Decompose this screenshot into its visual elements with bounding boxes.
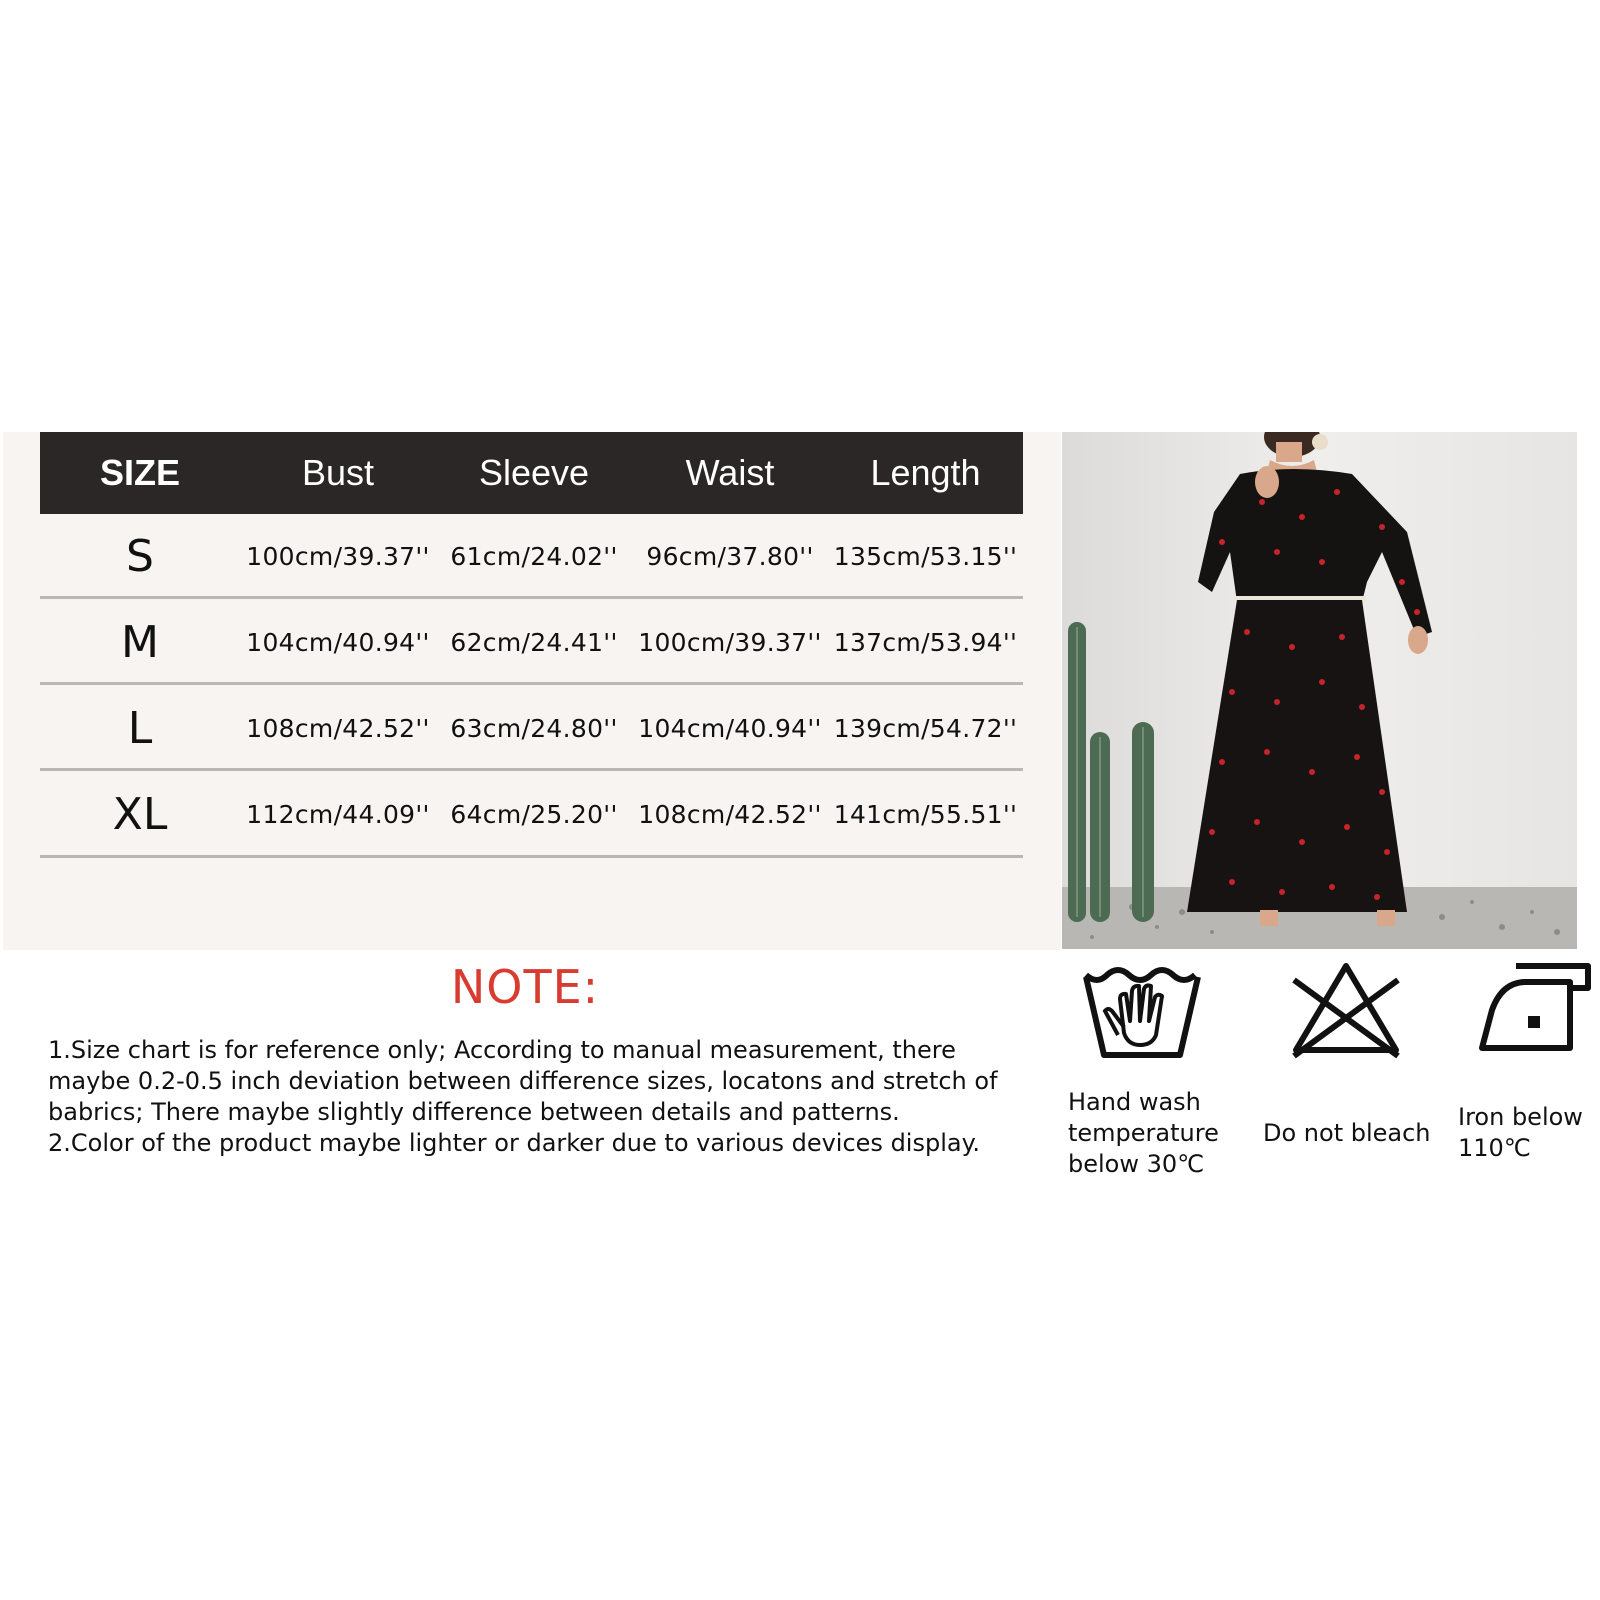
sleeve-value: 61cm/24.02''	[450, 541, 618, 571]
length-value: 139cm/54.72''	[833, 713, 1018, 743]
bust-value: 100cm/39.37''	[246, 541, 430, 571]
sleeve-value: 63cm/24.80''	[450, 713, 618, 743]
note-body	[48, 1035, 1048, 1159]
note-line: 2.Color of the product maybe lighter or darker due to various devices display.	[48, 1129, 980, 1157]
iron-low-icon	[1476, 962, 1594, 1058]
hand-wash-icon	[1082, 963, 1202, 1063]
note-line: maybe 0.2-0.5 inch deviation between difference sizes, locatons and stretch of	[48, 1067, 998, 1095]
row-divider	[40, 768, 1023, 771]
size-label: XL	[112, 788, 168, 840]
note-line: babrics; There maybe slightly difference between details and patterns.	[48, 1098, 900, 1126]
size-label: L	[127, 702, 153, 754]
dress-model-illustration	[1062, 432, 1577, 949]
do-not-bleach-icon	[1288, 960, 1404, 1060]
row-divider	[40, 855, 1023, 858]
length-value: 137cm/53.94''	[833, 627, 1018, 657]
size-row-l	[40, 686, 1023, 770]
sleeve-value: 64cm/25.20''	[450, 799, 618, 829]
waist-value: 108cm/42.52''	[638, 799, 822, 829]
header-sleeve: Sleeve	[478, 452, 590, 493]
header-waist: Waist	[685, 452, 775, 493]
hand-wash-label: Hand wash temperature below 30℃	[1068, 1088, 1219, 1178]
row-divider	[40, 682, 1023, 685]
waist-value: 104cm/40.94''	[638, 713, 822, 743]
product-photo	[1062, 432, 1577, 949]
note-title: NOTE:	[450, 960, 600, 1014]
sleeve-value: 62cm/24.41''	[450, 627, 618, 657]
no-bleach-label: Do not bleach	[1263, 1119, 1431, 1147]
bust-value: 108cm/42.52''	[246, 713, 430, 743]
size-row-xl	[40, 772, 1023, 856]
size-label: M	[121, 616, 159, 668]
header-length: Length	[870, 452, 981, 493]
header-bust: Bust	[301, 452, 375, 493]
note-line: 1.Size chart is for reference only; According to manual measurement, there	[48, 1036, 956, 1064]
size-row-m	[40, 600, 1023, 684]
row-divider	[40, 596, 1023, 599]
bust-value: 104cm/40.94''	[246, 627, 430, 657]
size-label: S	[126, 530, 154, 582]
waist-value: 100cm/39.37''	[638, 627, 822, 657]
size-row-s	[40, 514, 1023, 598]
length-value: 141cm/55.51''	[833, 799, 1018, 829]
waist-value: 96cm/37.80''	[646, 541, 814, 571]
bust-value: 112cm/44.09''	[246, 799, 430, 829]
header-size: SIZE	[99, 452, 180, 493]
length-value: 135cm/53.15''	[833, 541, 1018, 571]
iron-label: Iron below 110℃	[1458, 1103, 1583, 1162]
size-table-header	[40, 432, 1023, 514]
